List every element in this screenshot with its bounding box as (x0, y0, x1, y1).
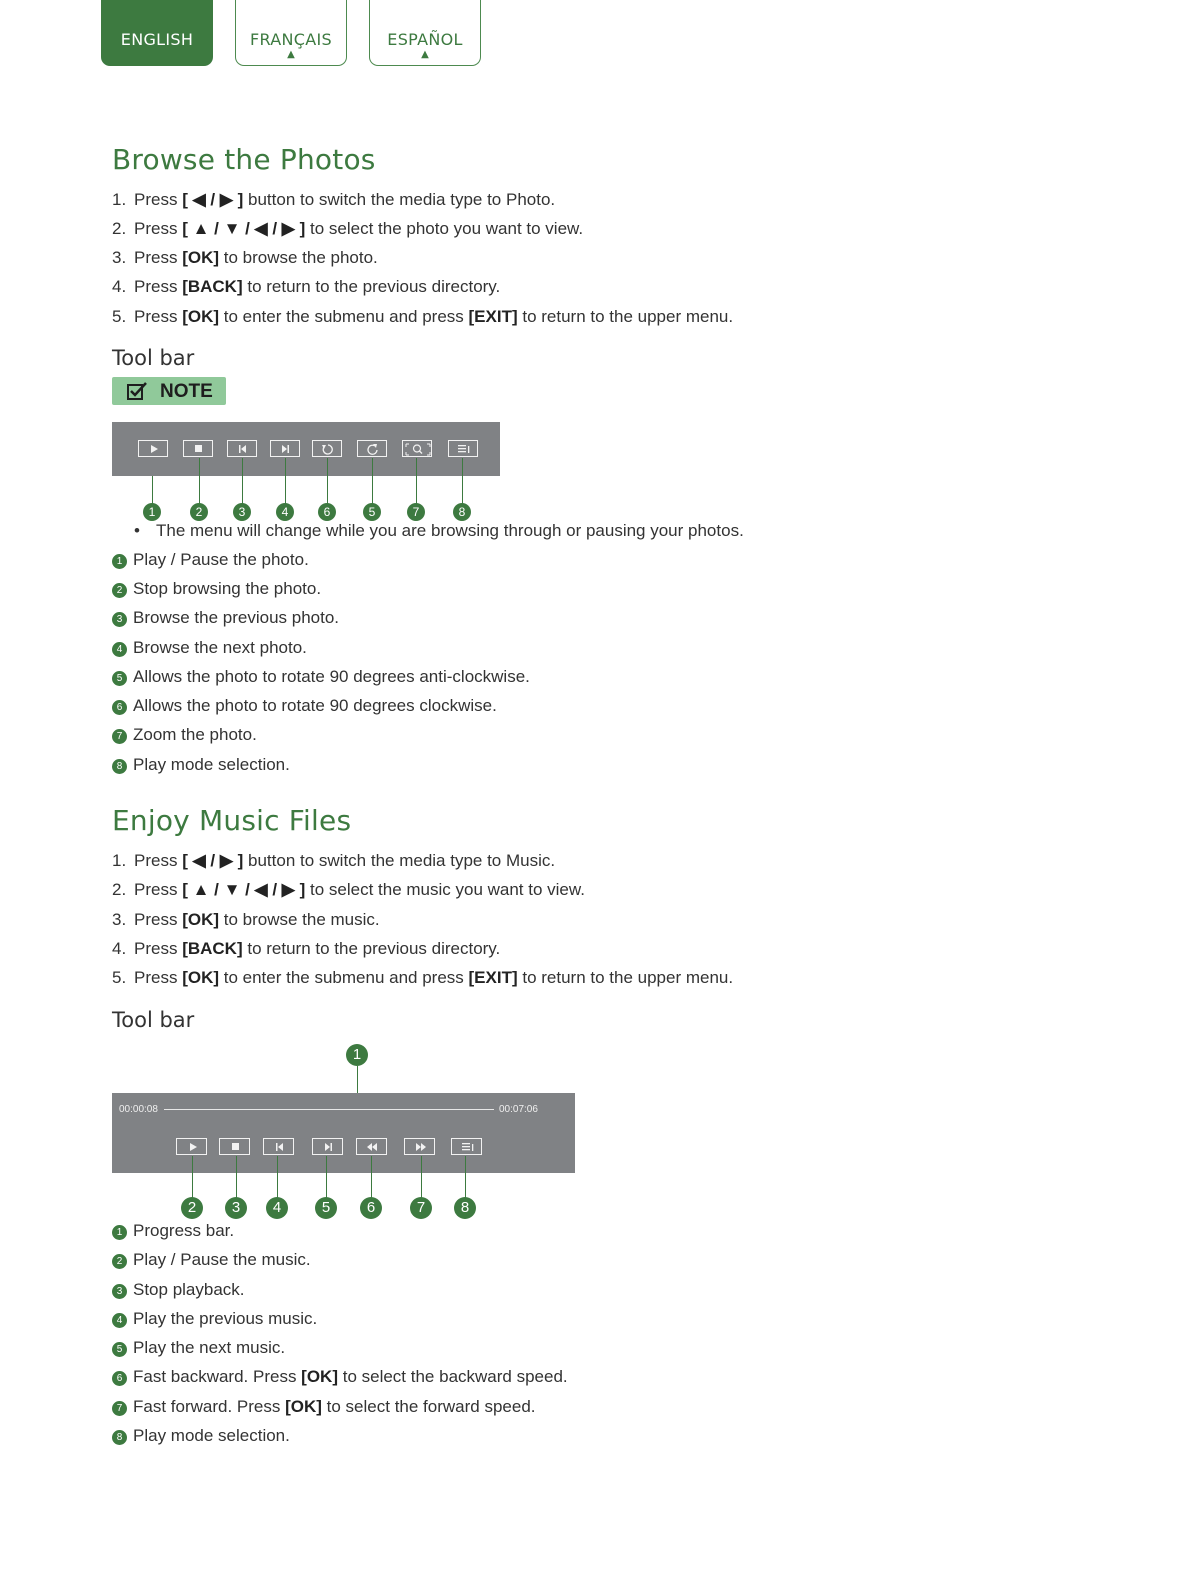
note-label: NOTE (160, 381, 213, 402)
tab-espanol-label: ESPAÑOL (387, 30, 463, 49)
callout-line (462, 458, 463, 506)
fast-forward-icon (405, 1139, 436, 1156)
previous-music-button[interactable] (263, 1138, 294, 1155)
tab-english[interactable] (101, 0, 213, 66)
play-pause-button[interactable] (138, 440, 168, 457)
photos-legend-item: 7 Zoom the photo. (112, 724, 257, 746)
fast-forward-button[interactable] (404, 1138, 435, 1155)
play-mode-button[interactable] (451, 1138, 482, 1155)
music-toolbar-title: Tool bar (112, 1008, 195, 1032)
callout-number: 5 (363, 503, 381, 521)
photos-legend-item: 4 Browse the next photo. (112, 637, 307, 659)
photo-toolbar (112, 422, 500, 476)
photos-legend-item: 8 Play mode selection. (112, 754, 290, 776)
tab-espanol[interactable] (369, 0, 481, 66)
music-legend-item: 8 Play mode selection. (112, 1425, 290, 1447)
play-mode-icon (452, 1139, 483, 1156)
music-step: 5. Press [OK] to enter the submenu and press [EXIT] to return to the upper menu. (112, 968, 734, 987)
rotate-clockwise-icon (313, 441, 343, 458)
music-legend-item: 3 Stop playback. (112, 1279, 245, 1301)
callout-line (465, 1156, 466, 1198)
callout-number: 2 (190, 503, 208, 521)
callout-number: 8 (453, 503, 471, 521)
time-total: 00:07:06 (499, 1104, 538, 1115)
photos-legend-item: 5 Allows the photo to rotate 90 degrees anti-clockwise. (112, 666, 530, 688)
play-pause-button[interactable] (176, 1138, 207, 1155)
stop-icon (184, 441, 214, 458)
triangle-up-icon: ▲ (421, 49, 429, 60)
stop-button[interactable] (219, 1138, 250, 1155)
skip-next-icon (313, 1139, 344, 1156)
callout-number: 7 (407, 503, 425, 521)
photos-legend-item: 3 Browse the previous photo. (112, 607, 339, 629)
callout-number: 6 (318, 503, 336, 521)
tab-francais[interactable] (235, 0, 347, 66)
callout-line (416, 458, 417, 506)
music-legend-item: 7 Fast forward. Press [OK] to select the forward speed. (112, 1396, 536, 1418)
photos-title: Browse the Photos (112, 143, 376, 176)
play-icon (177, 1139, 208, 1156)
stop-icon (220, 1139, 251, 1156)
play-mode-button[interactable] (448, 440, 478, 457)
note-check-icon (127, 381, 149, 401)
rotate-clockwise-button[interactable] (312, 440, 342, 457)
time-elapsed: 00:00:08 (119, 1104, 158, 1115)
music-title: Enjoy Music Files (112, 804, 352, 837)
skip-previous-icon (264, 1139, 295, 1156)
fast-backward-icon (357, 1139, 388, 1156)
callout-line (326, 1156, 327, 1198)
fast-backward-button[interactable] (356, 1138, 387, 1155)
photos-note-bullet: • The menu will change while you are browsing through or pausing your photos. (134, 521, 744, 540)
callout-line (192, 1156, 193, 1198)
tab-francais-label: FRANÇAIS (250, 30, 332, 49)
callout-line (421, 1156, 422, 1198)
play-mode-icon (449, 441, 479, 458)
stop-button[interactable] (183, 440, 213, 457)
zoom-button[interactable] (402, 440, 432, 457)
callout-line (199, 458, 200, 506)
photos-legend-item: 1 Play / Pause the photo. (112, 549, 309, 571)
note-badge (112, 377, 226, 405)
music-step: 3. Press [OK] to browse the music. (112, 910, 380, 929)
photos-step: 5. Press [OK] to enter the submenu and press [EXIT] to return to the upper menu. (112, 307, 734, 326)
callout-number: 6 (360, 1197, 382, 1219)
next-music-button[interactable] (312, 1138, 343, 1155)
callout-number: 4 (276, 503, 294, 521)
triangle-up-icon: ▲ (287, 49, 295, 60)
callout-number: 1 (346, 1044, 368, 1066)
photos-toolbar-title: Tool bar (112, 346, 195, 370)
music-step: 4. Press [BACK] to return to the previous directory. (112, 939, 501, 958)
music-legend-item: 5 Play the next music. (112, 1337, 285, 1359)
callout-line (236, 1156, 237, 1198)
rotate-anticlockwise-icon (358, 441, 388, 458)
zoom-icon (403, 441, 433, 458)
callout-line (371, 1156, 372, 1198)
callout-number: 4 (266, 1197, 288, 1219)
play-icon (139, 441, 169, 458)
rotate-anticlockwise-button[interactable] (357, 440, 387, 457)
tab-english-label: ENGLISH (120, 30, 194, 49)
skip-next-icon (271, 441, 301, 458)
callout-line (152, 476, 153, 506)
music-step: 2. Press [ ▲ / ▼ / ◀ / ▶ ] to select the music you want to view. (112, 880, 585, 899)
callout-line (327, 458, 328, 506)
callout-line (285, 458, 286, 506)
callout-number: 3 (233, 503, 251, 521)
callout-line (242, 458, 243, 506)
callout-number: 5 (315, 1197, 337, 1219)
callout-number: 8 (454, 1197, 476, 1219)
callout-line (372, 458, 373, 506)
previous-photo-button[interactable] (227, 440, 257, 457)
bullet-icon: • (134, 521, 140, 540)
photos-step: 2. Press [ ▲ / ▼ / ◀ / ▶ ] to select the photo you want to view. (112, 219, 584, 238)
music-legend-item: 1 Progress bar. (112, 1220, 234, 1242)
photos-step: 1. Press [ ◀ / ▶ ] button to switch the media type to Photo. (112, 190, 556, 209)
photos-step: 4. Press [BACK] to return to the previous directory. (112, 277, 501, 296)
next-photo-button[interactable] (270, 440, 300, 457)
callout-number: 3 (225, 1197, 247, 1219)
music-legend-item: 4 Play the previous music. (112, 1308, 317, 1330)
callout-line (277, 1156, 278, 1198)
music-legend-item: 2 Play / Pause the music. (112, 1249, 311, 1271)
music-step: 1. Press [ ◀ / ▶ ] button to switch the media type to Music. (112, 851, 556, 870)
callout-number: 2 (181, 1197, 203, 1219)
skip-previous-icon (228, 441, 258, 458)
photos-legend-item: 6 Allows the photo to rotate 90 degrees clockwise. (112, 695, 497, 717)
callout-number: 7 (410, 1197, 432, 1219)
progress-bar[interactable] (164, 1109, 494, 1110)
music-legend-item: 6 Fast backward. Press [OK] to select the backward speed. (112, 1366, 568, 1388)
photos-step: 3. Press [OK] to browse the photo. (112, 248, 378, 267)
photos-legend-item: 2 Stop browsing the photo. (112, 578, 321, 600)
callout-number: 1 (143, 503, 161, 521)
